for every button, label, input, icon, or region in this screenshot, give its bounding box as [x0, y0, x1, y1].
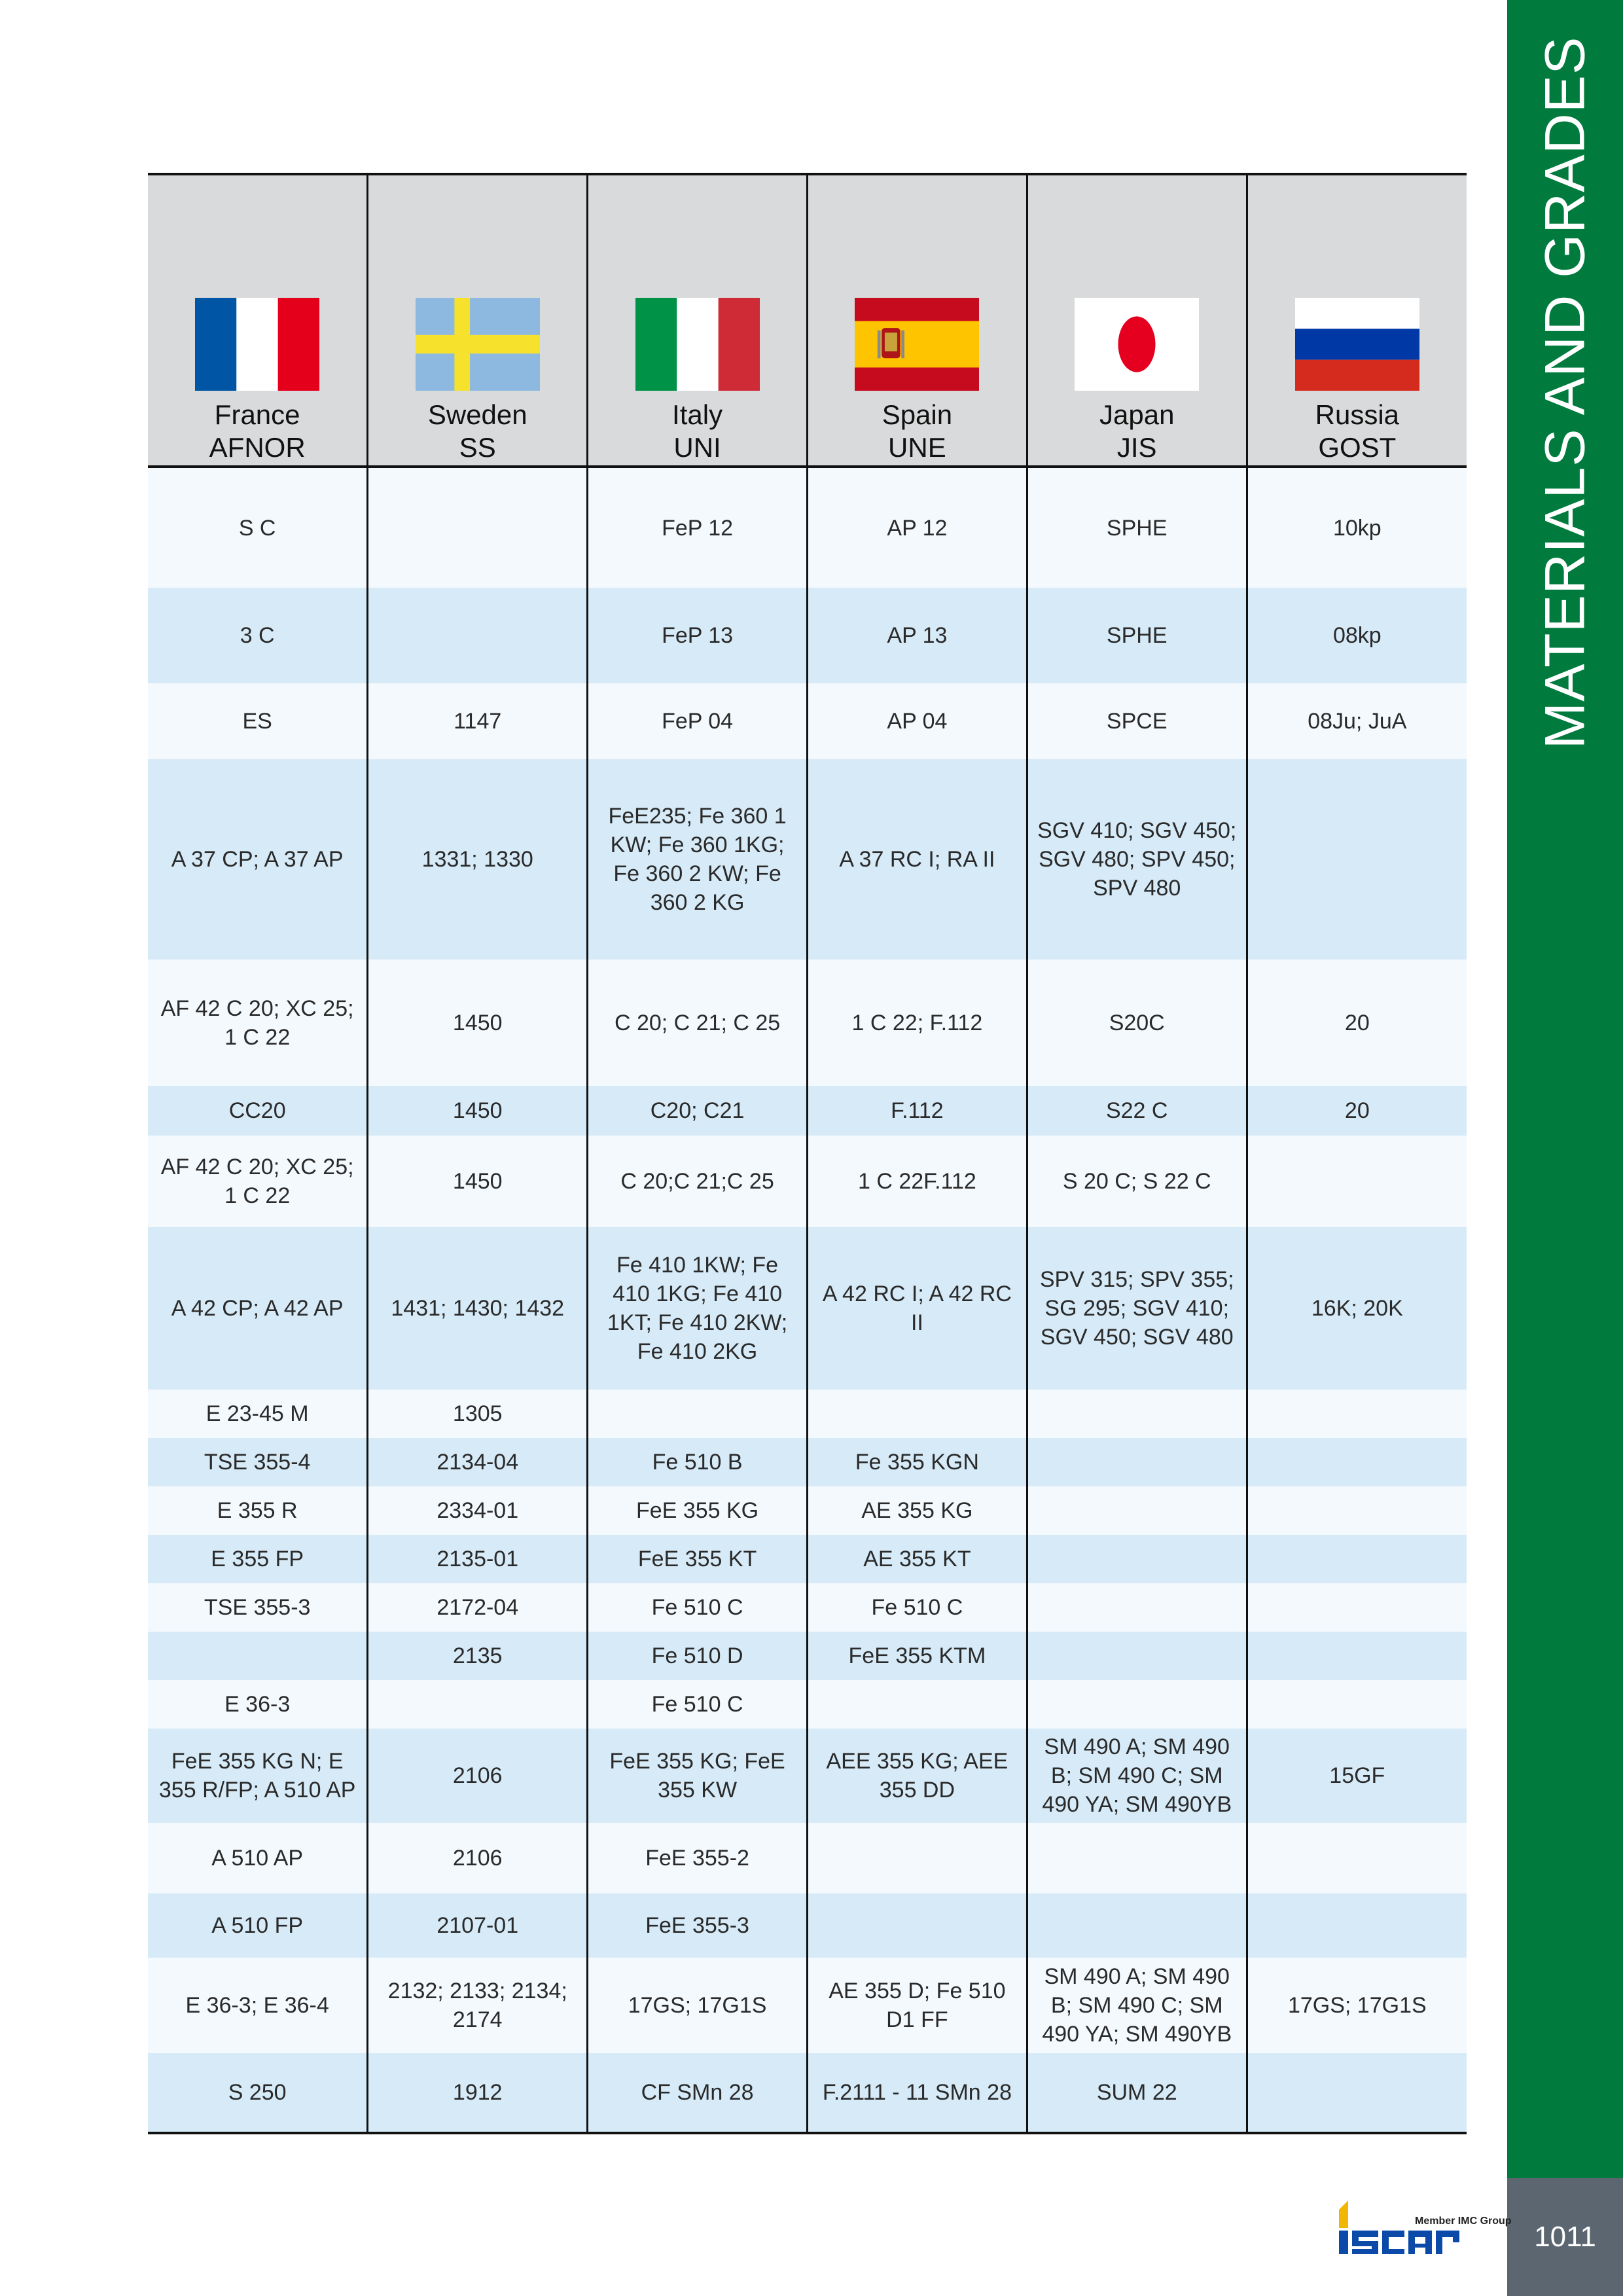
table-cell: SUM 22: [1027, 2053, 1247, 2133]
table-cell: AP 13: [807, 588, 1027, 683]
table-row: [148, 1632, 1467, 1680]
country-name: Spain: [882, 399, 953, 430]
table-cell: SM 490 A; SM 490 B; SM 490 C; SM 490 YA; SM 490YB: [1027, 1729, 1247, 1823]
table-cell: [368, 467, 588, 588]
table-cell: [1247, 759, 1467, 960]
table-cell: [1027, 1893, 1247, 1958]
table-cell: AP 04: [807, 683, 1027, 759]
table-row: [148, 1227, 1467, 1390]
table-cell: C20; C21: [588, 1086, 808, 1136]
table-cell: AP 12: [807, 467, 1027, 588]
header-russia: [1247, 174, 1467, 467]
table-row: [148, 759, 1467, 960]
table-cell: [1027, 1823, 1247, 1893]
table-cell: SPV 315; SPV 355; SG 295; SGV 410; SGV 450; SGV 480: [1027, 1227, 1247, 1390]
table-cell: 10kp: [1247, 467, 1467, 588]
table-row: [148, 1086, 1467, 1136]
table-cell: Fe 510 B: [588, 1438, 808, 1486]
table-cell: E 355 FP: [148, 1535, 368, 1583]
table-cell: 1431; 1430; 1432: [368, 1227, 588, 1390]
table-cell: SPHE: [1027, 467, 1247, 588]
table-cell: Fe 510 C: [588, 1583, 808, 1632]
table-cell: Fe 355 KGN: [807, 1438, 1027, 1486]
table-cell: A 37 CP; A 37 AP: [148, 759, 368, 960]
table-cell: ES: [148, 683, 368, 759]
table-cell: 2132; 2133; 2134; 2174: [368, 1958, 588, 2053]
header-sweden: [368, 174, 588, 467]
table-cell: 08Ju; JuA: [1247, 683, 1467, 759]
iscar-logo: [1336, 2198, 1512, 2257]
table-cell: 2106: [368, 1823, 588, 1893]
table-cell: 2172-04: [368, 1583, 588, 1632]
header-japan: [1027, 174, 1247, 467]
header-italy: [588, 174, 808, 467]
table-cell: FeE 355 KG; FeE 355 KW: [588, 1729, 808, 1823]
table-cell: A 42 RC I; A 42 RC II: [807, 1227, 1027, 1390]
table-cell: [148, 1632, 368, 1680]
page-number: 1011: [1507, 2178, 1623, 2296]
table-cell: E 36-3; E 36-4: [148, 1958, 368, 2053]
country-name: Japan: [1099, 399, 1175, 430]
table-cell: [588, 1390, 808, 1438]
table-cell: F.112: [807, 1086, 1027, 1136]
table-cell: 2134-04: [368, 1438, 588, 1486]
header-spain: [807, 174, 1027, 467]
table-cell: [807, 1893, 1027, 1958]
table-cell: [1027, 1535, 1247, 1583]
materials-grades-table: [148, 173, 1467, 2134]
country-name: Sweden: [427, 399, 527, 430]
table-row: [148, 1535, 1467, 1583]
table-cell: A 510 AP: [148, 1823, 368, 1893]
country-name: Russia: [1315, 399, 1400, 430]
standard-name: JIS: [1116, 432, 1157, 463]
spain-flag-icon: [855, 298, 979, 391]
table-cell: AE 355 KT: [807, 1535, 1027, 1583]
table-cell: 1331; 1330: [368, 759, 588, 960]
table-cell: FeE 355 KT: [588, 1535, 808, 1583]
table-cell: AE 355 KG: [807, 1486, 1027, 1535]
table-cell: SPHE: [1027, 588, 1247, 683]
italy-flag-icon: [635, 298, 760, 391]
table-cell: 15GF: [1247, 1729, 1467, 1823]
table-cell: [1247, 1583, 1467, 1632]
table-cell: FeP 12: [588, 467, 808, 588]
table-cell: S20C: [1027, 960, 1247, 1086]
table-cell: [1247, 1438, 1467, 1486]
table-cell: 20: [1247, 1086, 1467, 1136]
table-cell: [1247, 1390, 1467, 1438]
table-cell: [1027, 1680, 1247, 1729]
table-cell: 08kp: [1247, 588, 1467, 683]
table-cell: C 20; C 21; C 25: [588, 960, 808, 1086]
table-cell: S 250: [148, 2053, 368, 2133]
table-cell: 2135-01: [368, 1535, 588, 1583]
table-cell: S C: [148, 467, 368, 588]
table-row: [148, 1390, 1467, 1438]
table-cell: E 355 R: [148, 1486, 368, 1535]
table-row: [148, 1438, 1467, 1486]
table-cell: [1247, 2053, 1467, 2133]
country-name: France: [214, 399, 300, 430]
table-cell: FeP 04: [588, 683, 808, 759]
table-cell: E 23-45 M: [148, 1390, 368, 1438]
country-name: Italy: [672, 399, 723, 430]
table-cell: [368, 588, 588, 683]
table-cell: [1247, 1823, 1467, 1893]
table-cell: 2106: [368, 1729, 588, 1823]
standard-name: AFNOR: [209, 432, 306, 463]
table-cell: Fe 510 D: [588, 1632, 808, 1680]
standard-name: UNI: [673, 432, 721, 463]
table-cell: FeE 355-2: [588, 1823, 808, 1893]
table-cell: 17GS; 17G1S: [1247, 1958, 1467, 2053]
table-cell: TSE 355-3: [148, 1583, 368, 1632]
table-cell: 1450: [368, 1136, 588, 1227]
table-cell: [1027, 1583, 1247, 1632]
table-cell: 3 C: [148, 588, 368, 683]
table-cell: [1027, 1390, 1247, 1438]
standard-name: GOST: [1318, 432, 1397, 463]
table-cell: [1247, 1136, 1467, 1227]
table-cell: [1247, 1893, 1467, 1958]
table-header-row: [148, 174, 1467, 467]
table-cell: SPCE: [1027, 683, 1247, 759]
table-cell: S 20 C; S 22 C: [1027, 1136, 1247, 1227]
table-cell: F.2111 - 11 SMn 28: [807, 2053, 1027, 2133]
table-cell: 20: [1247, 960, 1467, 1086]
standard-name: UNE: [888, 432, 946, 463]
table-cell: 1 C 22; F.112: [807, 960, 1027, 1086]
russia-flag-icon: [1295, 298, 1419, 391]
table-cell: FeE 355 KG N; E 355 R/FP; A 510 AP: [148, 1729, 368, 1823]
table-cell: 1305: [368, 1390, 588, 1438]
table-cell: AF 42 C 20; XC 25; 1 C 22: [148, 960, 368, 1086]
table-row: [148, 1136, 1467, 1227]
table-cell: 1450: [368, 1086, 588, 1136]
table-cell: 1450: [368, 960, 588, 1086]
table-cell: 17GS; 17G1S: [588, 1958, 808, 2053]
svg-text:Member IMC Group: Member IMC Group: [1415, 2215, 1512, 2227]
table-cell: AE 355 D; Fe 510 D1 FF: [807, 1958, 1027, 2053]
table-cell: CF SMn 28: [588, 2053, 808, 2133]
table-cell: SM 490 A; SM 490 B; SM 490 C; SM 490 YA; SM 490YB: [1027, 1958, 1247, 2053]
table-cell: 1 C 22F.112: [807, 1136, 1027, 1227]
table-cell: [1247, 1486, 1467, 1535]
japan-flag-icon: [1075, 298, 1199, 391]
table-row: [148, 1486, 1467, 1535]
table-row: [148, 1729, 1467, 1823]
table-cell: [1027, 1486, 1247, 1535]
table-cell: 1912: [368, 2053, 588, 2133]
table-cell: 2107-01: [368, 1893, 588, 1958]
table-cell: Fe 410 1KW; Fe 410 1KG; Fe 410 1KT; Fe 410 2KW; Fe 410 2KG: [588, 1227, 808, 1390]
table-cell: 2135: [368, 1632, 588, 1680]
table-cell: A 42 CP; A 42 AP: [148, 1227, 368, 1390]
table-row: [148, 2053, 1467, 2133]
table-cell: SGV 410; SGV 450; SGV 480; SPV 450; SPV 480: [1027, 759, 1247, 960]
sweden-flag-icon: [416, 298, 540, 391]
table-row: [148, 1893, 1467, 1958]
table-cell: [1027, 1438, 1247, 1486]
table-cell: 2334-01: [368, 1486, 588, 1535]
table-row: [148, 467, 1467, 588]
table-cell: C 20;C 21;C 25: [588, 1136, 808, 1227]
france-flag-icon: [195, 298, 319, 391]
table-row: [148, 960, 1467, 1086]
table-cell: FeE235; Fe 360 1 KW; Fe 360 1KG; Fe 360 2 KW; Fe 360 2 KG: [588, 759, 808, 960]
header-france: [148, 174, 368, 467]
table-cell: FeE 355-3: [588, 1893, 808, 1958]
table-cell: FeE 355 KTM: [807, 1632, 1027, 1680]
table-cell: [1247, 1632, 1467, 1680]
table-cell: [1247, 1680, 1467, 1729]
table-cell: FeP 13: [588, 588, 808, 683]
table-cell: [807, 1823, 1027, 1893]
table-cell: A 510 FP: [148, 1893, 368, 1958]
table-cell: [1027, 1632, 1247, 1680]
table-cell: E 36-3: [148, 1680, 368, 1729]
table-row: [148, 1583, 1467, 1632]
table-cell: 1147: [368, 683, 588, 759]
table-cell: [807, 1680, 1027, 1729]
section-title: MATERIALS AND GRADES: [1533, 36, 1596, 749]
table-row: [148, 1680, 1467, 1729]
table-cell: TSE 355-4: [148, 1438, 368, 1486]
table-cell: [1247, 1535, 1467, 1583]
table-cell: Fe 510 C: [807, 1583, 1027, 1632]
table-cell: A 37 RC I; RA II: [807, 759, 1027, 960]
table-cell: 16K; 20K: [1247, 1227, 1467, 1390]
table-cell: CC20: [148, 1086, 368, 1136]
table-cell: FeE 355 KG: [588, 1486, 808, 1535]
table-row: [148, 1823, 1467, 1893]
table-cell: AEE 355 KG; AEE 355 DD: [807, 1729, 1027, 1823]
table-cell: S22 C: [1027, 1086, 1247, 1136]
sidebar: [1507, 0, 1623, 2178]
table-row: [148, 1958, 1467, 2053]
standard-name: SS: [459, 432, 496, 463]
table-cell: Fe 510 C: [588, 1680, 808, 1729]
table-row: [148, 683, 1467, 759]
table-cell: AF 42 C 20; XC 25; 1 C 22: [148, 1136, 368, 1227]
table-cell: [368, 1680, 588, 1729]
table-row: [148, 588, 1467, 683]
table-cell: [807, 1390, 1027, 1438]
